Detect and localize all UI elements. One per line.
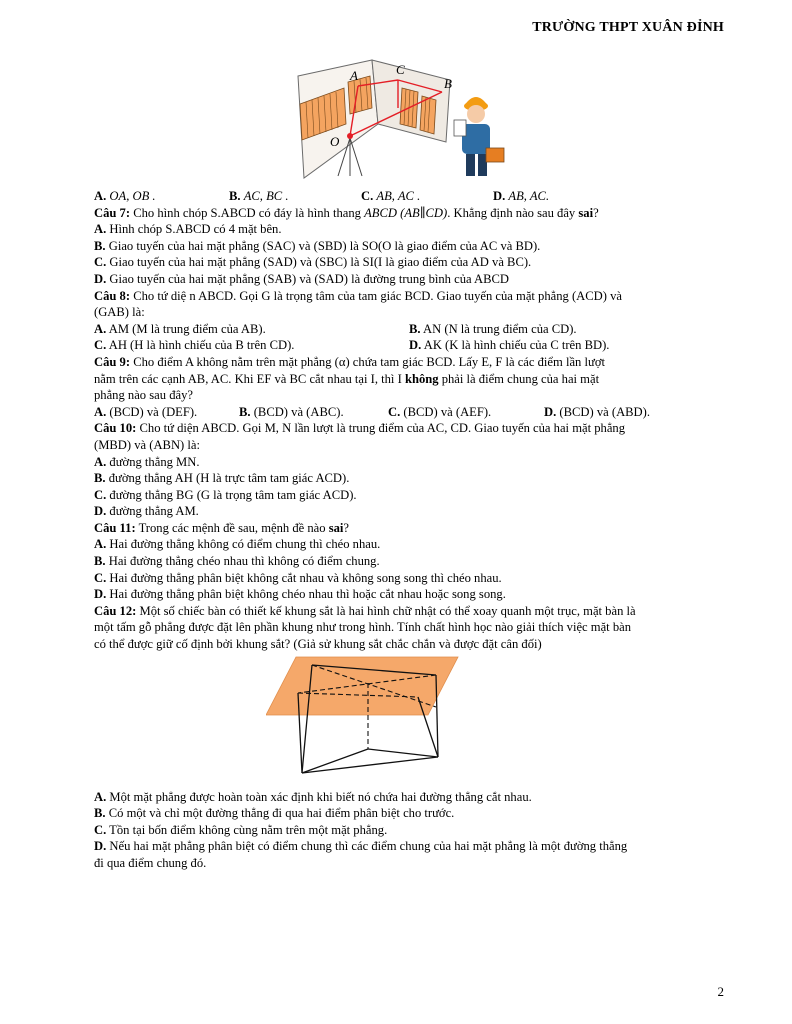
q10-option-d[interactable]: D. đường thẳng AM. (94, 504, 199, 519)
page-number: 2 (717, 984, 724, 999)
q10-option-c[interactable]: C. đường thẳng BG (G là trọng tâm tam giác ACD). (94, 487, 357, 502)
table-top (266, 657, 458, 715)
q8-option-d[interactable]: D. AK (K là hình chiếu của C trên BD). (409, 338, 610, 353)
q9-option-d[interactable]: D. (BCD) và (ABD). (544, 404, 650, 419)
q12-option-a[interactable]: A. Một mặt phẳng được hoàn toàn xác định khi biết nó chứa hai đường thẳng cắt nhau. (94, 789, 532, 804)
q11-option-c[interactable]: C. Hai đường thẳng phân biệt không cắt nhau và không song song thì chéo nhau. (94, 570, 502, 585)
q12-stem-line3: có thể được giữ cố định bởi khung sắt? (Giả sử khung sắt chắc chắn và được đặt cân đối) (94, 637, 542, 652)
q6-option-d[interactable]: D. AB, AC. (493, 189, 550, 203)
q12-option-b[interactable]: B. Có một và chỉ một đường thẳng đi qua hai điểm phân biệt cho trước. (94, 806, 455, 821)
q6-option-c[interactable]: C. AB, AC . (361, 189, 421, 203)
q10-stem-line2: (MBD) và (ABN) là: (94, 437, 200, 452)
q10-option-b[interactable]: B. đường thẳng AH (H là trực tâm tam giác ACD). (94, 471, 350, 486)
q11-stem: Câu 11: Trong các mệnh đề sau, mệnh đề nào sai? (94, 520, 350, 535)
q6-option-a[interactable]: A. OA, OB . (94, 189, 156, 203)
q7-option-d[interactable]: D. Giao tuyến của hai mặt phẳng (SAB) và (SAD) là đường trung bình của ABCD (94, 271, 510, 286)
q8-options-row2 (94, 337, 724, 354)
q8-option-b[interactable]: B. AN (N là trung điểm của CD). (409, 321, 577, 336)
q11-option-d[interactable]: D. Hai đường thẳng phân biệt không chéo nhau thì hoặc cắt nhau hoặc song song. (94, 587, 506, 602)
label-a: A (350, 68, 358, 83)
q11-option-a[interactable]: A. Hai đường thẳng không có điểm chung thì chéo nhau. (94, 537, 381, 552)
q12-option-d[interactable]: D. Nếu hai mặt phẳng phân biệt có điểm chung thì các điểm chung của hai mặt phẳng là một đường thẳng (94, 839, 628, 854)
label-b: B (444, 76, 452, 91)
q9-option-a[interactable]: A. (BCD) và (DEF). (94, 404, 198, 419)
q9-stem-line1: Câu 9: Cho điểm A không nằm trên mặt phẳng (α) chứa tam giác BCD. Lấy E, F là các điểm lần lượt (94, 354, 605, 369)
q12-stem-line1: Câu 12: Một số chiếc bàn có thiết kế khung sắt là hai hình chữ nhật có thể xoay quanh một trục, mặt bàn là (94, 603, 636, 618)
q11-option-b[interactable]: B. Hai đường thẳng chéo nhau thì không có điểm chung. (94, 554, 380, 569)
q8-option-c[interactable]: C. AH (H là hình chiếu của B trên CD). (94, 338, 295, 353)
q7-option-a[interactable]: A. Hình chóp S.ABCD có 4 mặt bên. (94, 222, 282, 237)
q8-option-a[interactable]: A. AM (M là trung điểm của AB). (94, 321, 266, 336)
school-header: TRƯỜNG THPT XUÂN ĐỈNH (532, 20, 724, 35)
q6-option-b[interactable]: B. AC, BC . (229, 189, 289, 203)
label-o: O (330, 134, 340, 149)
q9-stem-line3: phẳng nào sau đây? (94, 388, 193, 403)
q8-stem-line1: Câu 8: Cho tứ diệ n ABCD. Gọi G là trọng tâm của tam giác BCD. Giao tuyến của mặt phẳng (ACD) và (94, 288, 622, 303)
q7-option-b[interactable]: B. Giao tuyến của hai mặt phẳng (SAC) và (SBD) là SO(O là giao điểm của AC và BD). (94, 238, 541, 253)
table-frame-figure (266, 655, 466, 787)
q10-stem-line1: Câu 10: Cho tứ diện ABCD. Gọi M, N lần lượt là trung điểm của AC, CD. Giao tuyến của hai mặt phẳng (94, 421, 626, 436)
q9-option-c[interactable]: C. (BCD) và (AEF). (388, 404, 492, 419)
q8-options-row1 (94, 321, 724, 338)
worker-illustration (454, 97, 504, 176)
q12-option-c[interactable]: C. Tồn tại bốn điểm không cùng nằm trên một mặt phẳng. (94, 822, 388, 837)
q9-option-b[interactable]: B. (BCD) và (ABC). (239, 404, 344, 419)
q9-options (94, 404, 724, 421)
q10-option-a[interactable]: A. đường thẳng MN. (94, 454, 200, 469)
q12-option-d-cont: đi qua điểm chung đó. (94, 856, 207, 870)
q8-stem-line2: (GAB) là: (94, 305, 145, 320)
label-c: C (396, 62, 405, 77)
q12-stem-line2: một tấm gỗ phẳng được đặt lên phần khung như trong hình. Tính chất hình học nào giải thích việc mặt bàn (94, 620, 632, 635)
q9-stem-line2: nằm trên các cạnh AB, AC. Khi EF và BC cắt nhau tại I, thì I không phải là điểm chung của hai mặt (94, 371, 600, 386)
q6-options (94, 188, 724, 205)
q7-option-c[interactable]: C. Giao tuyến của hai mặt phẳng (SAD) và (SBC) là SI(I là giao điểm của AD và BC). (94, 255, 532, 270)
page-content (94, 188, 724, 872)
q7-stem: Câu 7: Cho hình chóp S.ABCD có đáy là hình thang ABCD (AB∥CD). Khẳng định nào sau đây sai? (94, 205, 599, 220)
laser-wall-figure (290, 58, 520, 180)
